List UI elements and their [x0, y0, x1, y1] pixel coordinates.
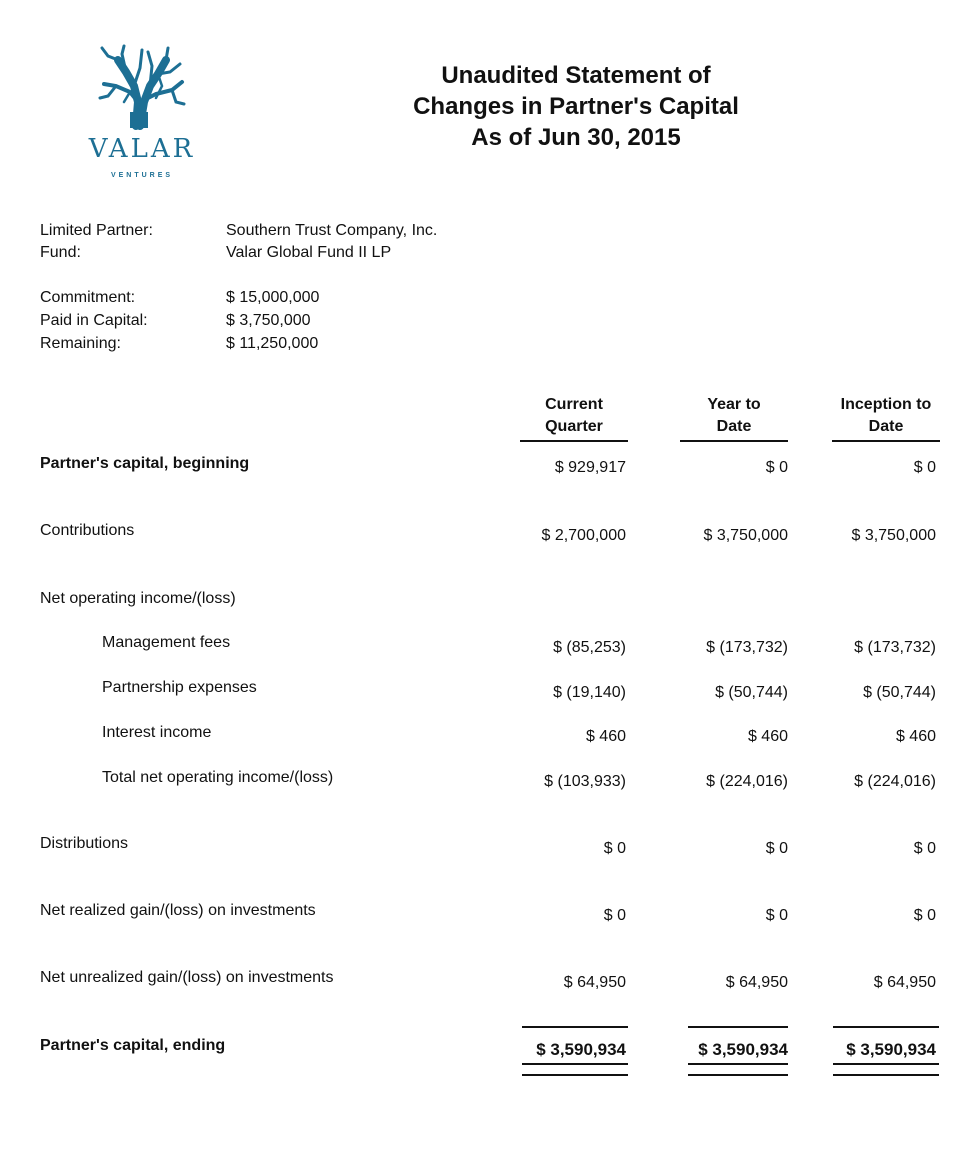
remaining-label: Remaining:	[40, 335, 121, 352]
limited-partner-label: Limited Partner:	[40, 222, 153, 239]
row-label: Net operating income/(loss)	[40, 590, 236, 607]
row-value: $ 3,590,934	[536, 1040, 626, 1059]
row-value: $ 3,590,934	[698, 1040, 788, 1059]
row-label: Net unrealized gain/(loss) on investments	[40, 969, 334, 986]
row-label: Contributions	[40, 522, 135, 539]
row-value: $ 64,950	[563, 974, 626, 991]
total-double-rule	[833, 1063, 939, 1065]
row-label: Interest income	[102, 724, 212, 741]
row-value: $ (50,744)	[863, 684, 936, 701]
header-rule	[520, 440, 628, 442]
column-header-inception-to-date: Inception to Date	[840, 396, 932, 435]
row-value: $ (103,933)	[544, 773, 626, 790]
row-label: Partner's capital, beginning	[40, 455, 250, 472]
header-rule	[680, 440, 788, 442]
column-header-year-to-date: Year to Date	[707, 396, 761, 435]
title-line-2: Changes in Partner's Capital	[413, 93, 739, 120]
fund-label: Fund:	[40, 244, 81, 261]
title-line-3: As of Jun 30, 2015	[471, 124, 681, 151]
row-label: Total net operating income/(loss)	[102, 769, 334, 786]
total-double-rule	[688, 1063, 788, 1065]
row-label: Partnership expenses	[102, 679, 257, 696]
row-value: $ 64,950	[873, 974, 936, 991]
paid-in-capital-label: Paid in Capital:	[40, 312, 148, 329]
tree-icon	[96, 42, 188, 132]
page-title	[380, 60, 772, 153]
row-value: $ 0	[603, 907, 626, 924]
row-label: Management fees	[102, 634, 231, 651]
row-label: Distributions	[40, 835, 129, 852]
row-value: $ 0	[765, 840, 788, 857]
title-line-1: Unaudited Statement of	[441, 62, 711, 89]
total-double-rule	[522, 1074, 628, 1076]
total-rule-top	[688, 1026, 788, 1028]
row-value: $ (224,016)	[706, 773, 788, 790]
row-value: $ 0	[603, 840, 626, 857]
row-value: $ 3,750,000	[703, 527, 788, 544]
fund-value: Valar Global Fund II LP	[226, 244, 392, 261]
paid-in-capital-value: $ 3,750,000	[226, 312, 311, 329]
row-value: $ (19,140)	[553, 684, 626, 701]
row-value: $ 460	[895, 728, 936, 745]
row-value: $ 0	[765, 907, 788, 924]
row-value: $ (173,732)	[854, 639, 936, 656]
row-value: $ (50,744)	[715, 684, 788, 701]
row-value: $ (173,732)	[706, 639, 788, 656]
logo-wordmark: VALAR	[88, 134, 196, 164]
remaining-value: $ 11,250,000	[226, 335, 319, 352]
total-rule-top	[522, 1026, 628, 1028]
total-double-rule	[688, 1074, 788, 1076]
row-value: $ 3,750,000	[851, 527, 936, 544]
row-value: $ 929,917	[554, 459, 626, 476]
row-value: $ 0	[765, 459, 788, 476]
row-label: Partner's capital, ending	[40, 1037, 226, 1054]
row-value: $ 460	[747, 728, 788, 745]
total-double-rule	[522, 1063, 628, 1065]
row-value: $ 0	[913, 459, 936, 476]
row-value: $ 2,700,000	[541, 527, 626, 544]
header-rule	[832, 440, 940, 442]
commitment-label: Commitment:	[40, 289, 136, 306]
row-value: $ 3,590,934	[846, 1040, 936, 1059]
valar-ventures-logo	[72, 42, 212, 192]
row-value: $ (224,016)	[854, 773, 936, 790]
row-value: $ 64,950	[725, 974, 788, 991]
row-value: $ 0	[913, 907, 936, 924]
commitment-value: $ 15,000,000	[226, 289, 320, 306]
total-double-rule	[833, 1074, 939, 1076]
row-value: $ (85,253)	[553, 639, 626, 656]
total-rule-top	[833, 1026, 939, 1028]
column-header-current-quarter: Current Quarter	[545, 396, 603, 435]
row-value: $ 460	[585, 728, 626, 745]
row-label: Net realized gain/(loss) on investments	[40, 902, 316, 919]
limited-partner-value: Southern Trust Company, Inc.	[226, 222, 438, 239]
logo-subtitle: VENTURES	[110, 172, 174, 179]
row-value: $ 0	[913, 840, 936, 857]
